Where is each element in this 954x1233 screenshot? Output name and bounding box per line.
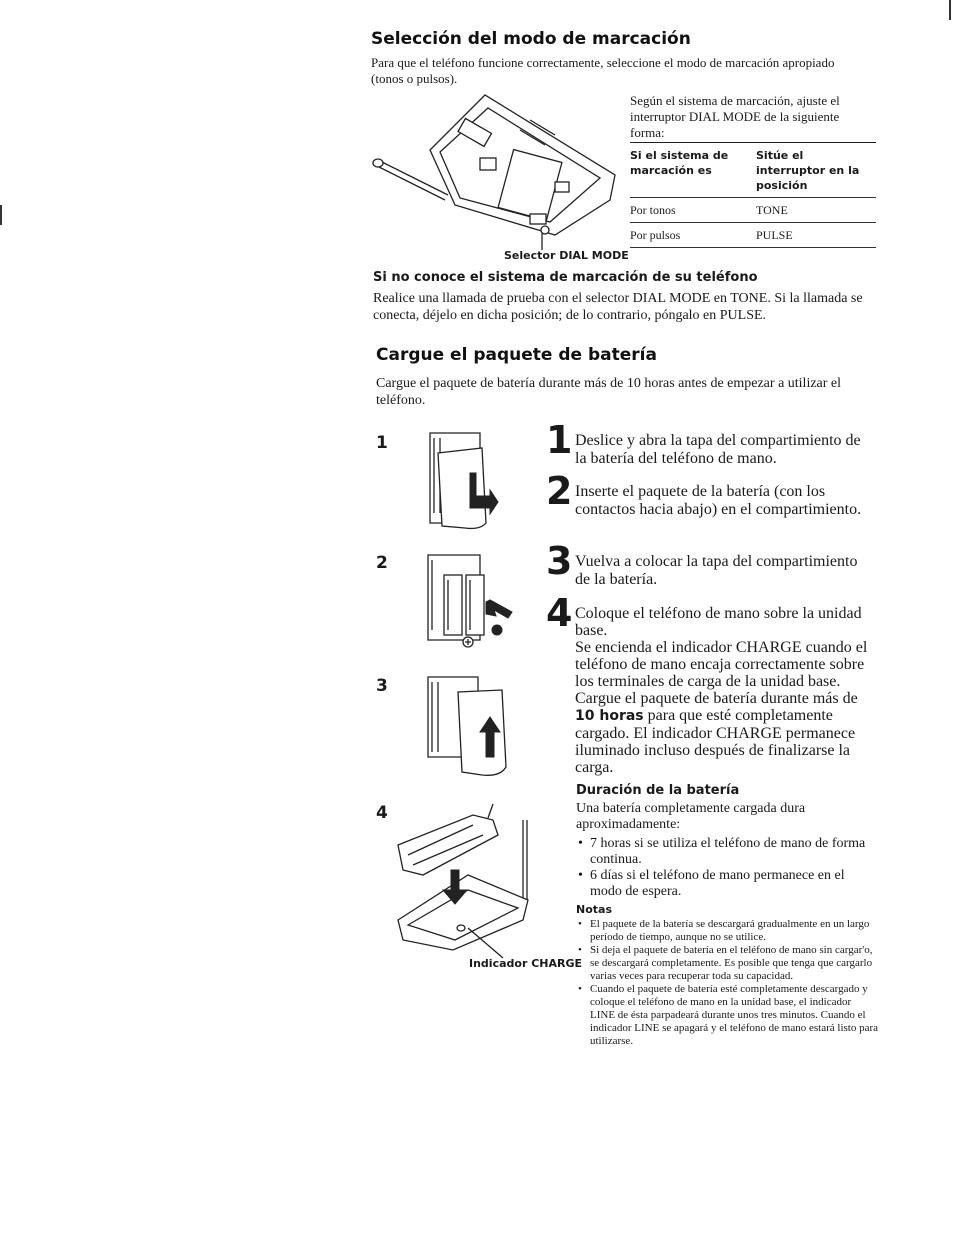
step-number-2: 2	[546, 469, 573, 513]
table-cell: TONE	[756, 198, 876, 223]
dial-mode-table	[630, 142, 876, 248]
figure-caption-dial-mode: Selector DIAL MODE	[504, 249, 629, 262]
notes-title: Notas	[576, 903, 612, 916]
replace-battery-cover-illustration	[420, 672, 520, 780]
section2-intro: Cargue el paquete de batería durante más de 10 horas antes de empezar a utilizar el teléfono.	[376, 376, 842, 408]
duration-intro: Una batería completamente cargada dura aproximadamente:	[576, 801, 806, 832]
table-cell: PULSE	[756, 223, 876, 248]
table-row	[630, 223, 876, 248]
duration-title: Duración de la batería	[576, 783, 740, 798]
step4-text-a: Se encienda el indicador CHARGE cuando el teléfono de mano encaja correctamente sobre los terminales de carga de la unidad base. Cargue el paquete de batería durante más de	[575, 639, 868, 707]
duration-list	[576, 836, 876, 900]
table-row	[630, 198, 876, 223]
figure-number-2: 2	[376, 553, 388, 573]
table-cell: Por tonos	[630, 198, 756, 223]
base-unit-dial-mode-illustration	[370, 90, 625, 250]
step-text-4-first: Coloque el teléfono de mano sobre la unidad base.	[575, 605, 862, 639]
table-header-system: Si el sistema de marcación es	[630, 143, 756, 198]
section-intro: Para que el teléfono funcione correctamente, seleccione el modo de marcación apropiado (tonos o pulsos).	[371, 55, 835, 86]
list-item: • El paquete de la batería se descargará gradualmente en un largo período de tiempo, aunque no se utilice.	[576, 918, 878, 944]
figure-number-1: 1	[376, 433, 388, 453]
dial-mode-instructions: Según el sistema de marcación, ajuste el interruptor DIAL MODE de la siguiente forma:	[630, 93, 840, 140]
list-item: • 6 días si el teléfono de mano permanece en el modo de espera.	[576, 868, 876, 900]
list-item: • Cuando el paquete de batería esté completamente descargado y coloque el teléfono de mano en la unidad base, el indicador LINE de ésta parpadeará durante unos tres minutos. Cuando el indicador LINE se apagará y el teléfono de mano estará listo para utilizarse.	[576, 983, 878, 1048]
handset-on-base-illustration	[393, 800, 543, 960]
subsection-title: Si no conoce el sistema de marcación de su teléfono	[373, 270, 758, 285]
step-text-2: Inserte el paquete de la batería (con los contactos hacia abajo) en el compartimiento.	[575, 483, 862, 518]
notes-list	[576, 918, 878, 1048]
step-text-1: Deslice y abra la tapa del compartimiento de la batería del teléfono de mano.	[575, 432, 861, 467]
step-number-3: 3	[546, 539, 573, 583]
list-item: • Si deja el paquete de batería en el teléfono de mano sin cargar'o, se descargará completamente. Es posible que tenga que cargarlo varias veces para recuperar toda su capacidad.	[576, 944, 878, 983]
section-title-battery: Cargue el paquete de batería	[376, 345, 657, 365]
open-battery-cover-illustration	[420, 428, 520, 533]
table-cell: Por pulsos	[630, 223, 756, 248]
right-margin-mark	[949, 0, 951, 20]
step4-text-c: para que esté completamente cargado. El indicador CHARGE permanece iluminado incluso después de finalizarse la carga.	[575, 707, 856, 776]
section-title-dial-mode: Selección del modo de marcación	[371, 29, 691, 49]
insert-battery-illustration	[420, 550, 520, 655]
figure-number-4: 4	[376, 803, 388, 823]
figure-caption-charge: Indicador CHARGE	[469, 957, 583, 970]
list-item: • 7 horas si se utiliza el teléfono de mano de forma continua.	[576, 836, 876, 868]
figure-number-3: 3	[376, 676, 388, 696]
table-header-position: Sitúe el interruptor en la posición	[756, 143, 876, 198]
left-margin-mark	[0, 205, 2, 225]
step-number-1: 1	[546, 418, 573, 462]
subsection-text: Realice una llamada de prueba con el selector DIAL MODE en TONE. Si la llamada se conecta, déjelo en dicha posición; de lo contrario, póngalo en PULSE.	[373, 291, 863, 323]
step4-text-bold: 10 horas	[575, 708, 644, 724]
step-text-3: Vuelva a colocar la tapa del compartimiento de la batería.	[575, 553, 858, 588]
step-text-4	[575, 605, 875, 776]
step-text-4-detail	[575, 639, 875, 776]
step-number-4: 4	[546, 591, 573, 635]
